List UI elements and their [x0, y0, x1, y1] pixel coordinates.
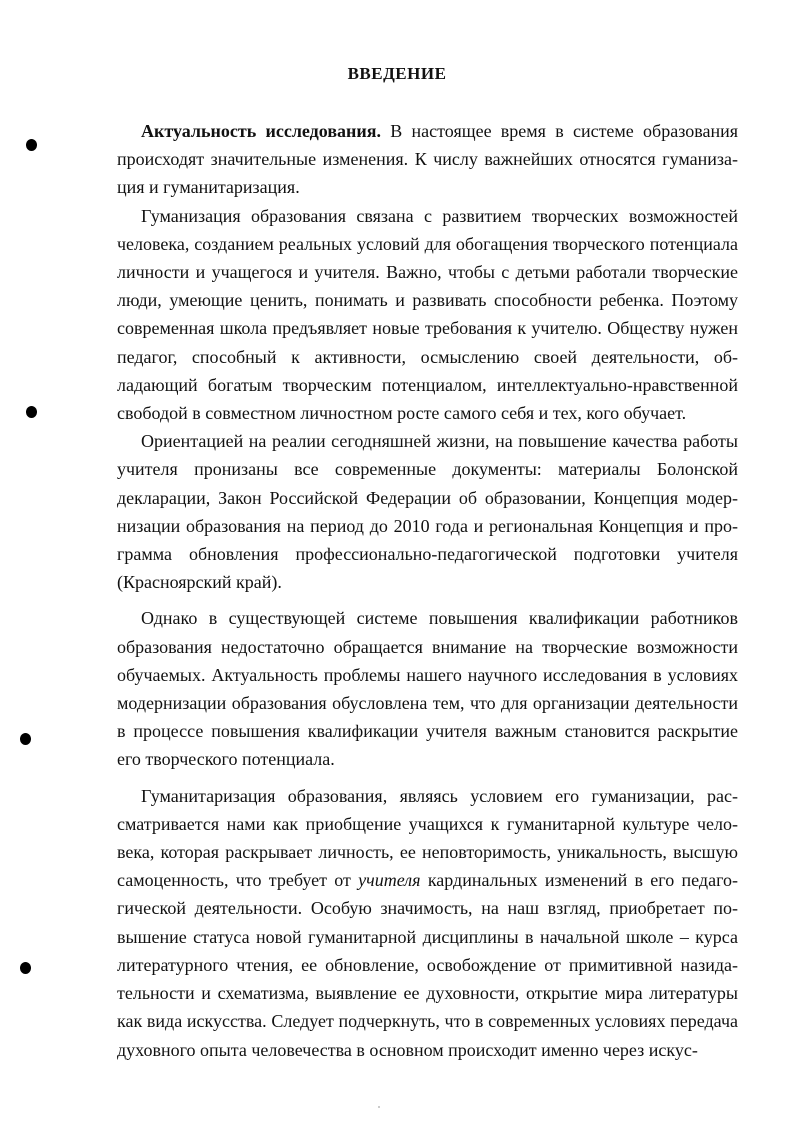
paragraph-documents: Ориентацией на реалии сегодняшней жизни, на повышение качества работы учителя пронизаны все современные документы: материалы Болонской декларации, Закон Российской Федерации об образовании, Концепция модернизации образования на период до 2010 года и региональная Концепция и программа обновления профессионально-педагогической подготовки учителя (Красноярский край).	[117, 431, 738, 593]
paragraph-text: Гуманитаризация образования, являясь условием его гуманизации, рассматривается нами как приобщение учащихся к гуманитарной культуре человека, которая раскрывает личность, ее неповторимость, уникальность, высшую самоценность, что требует от	[117, 785, 738, 891]
scan-artifact	[378, 1106, 380, 1108]
paragraph-text: кардинальных изменений в его педагогической деятельности. Особую значимость, на наш взгляд, приобретает повышение статуса новой гуманитарной дисциплины в начальной школе – курса литературного чтения, ее обновление, освобождение от примитивной назидательности и схематизма, выявление ее духовности, открытие мира литературы как вида искусства. Следует подчеркнуть, что в современных условиях передача духовного опыта человечества в основном происходит именно через искус-	[117, 870, 739, 1060]
punch-hole-mark	[26, 406, 37, 418]
page-title: ВВЕДЕНИЕ	[347, 64, 447, 83]
paragraph-humanitarization	[117, 782, 738, 1064]
paragraph-relevance	[117, 117, 738, 202]
punch-hole-mark	[20, 962, 31, 974]
paragraph-qualification: Однако в существующей системе повышения квалификации работников образования недостаточно обращается внимание на творческие возможности обучаемых. Актуальность проблемы нашего научного исследования в условиях модернизации образования обусловлена тем, что для организации деятельности в процессе повышения квалификации учителя важным становится раскрытие его творческого потенциала.	[117, 608, 738, 770]
punch-hole-mark	[26, 139, 37, 151]
paragraph-lead-heading: Актуальность исследования.	[141, 121, 382, 141]
paragraph-text: В настоящее время в системе образования происходят значительные изменения. К числу важнейших относятся гуманизация и гуманитаризация.	[117, 121, 738, 198]
body-text	[117, 117, 738, 1064]
emphasized-word: учителя	[358, 870, 421, 891]
paragraph-humanization: Гуманизация образования связана с развитием творческих возможностей человека, созданием реальных условий для обогащения творческого потенциала личности и учащегося и учителя. Важно, чтобы с детьми работали творческие люди, умеющие ценить, понимать и развивать способности ребенка. Поэтому современная школа предъявляет новые требования к учителю. Обществу нужен педагог, способный к активности, осмыслению своей деятельности, обладающий богатым творческим потенциалом, интеллектуально-нравственной свободой в совместном личностном росте самого себя и тех, кого обучает.	[117, 205, 738, 424]
punch-hole-mark	[20, 733, 31, 745]
